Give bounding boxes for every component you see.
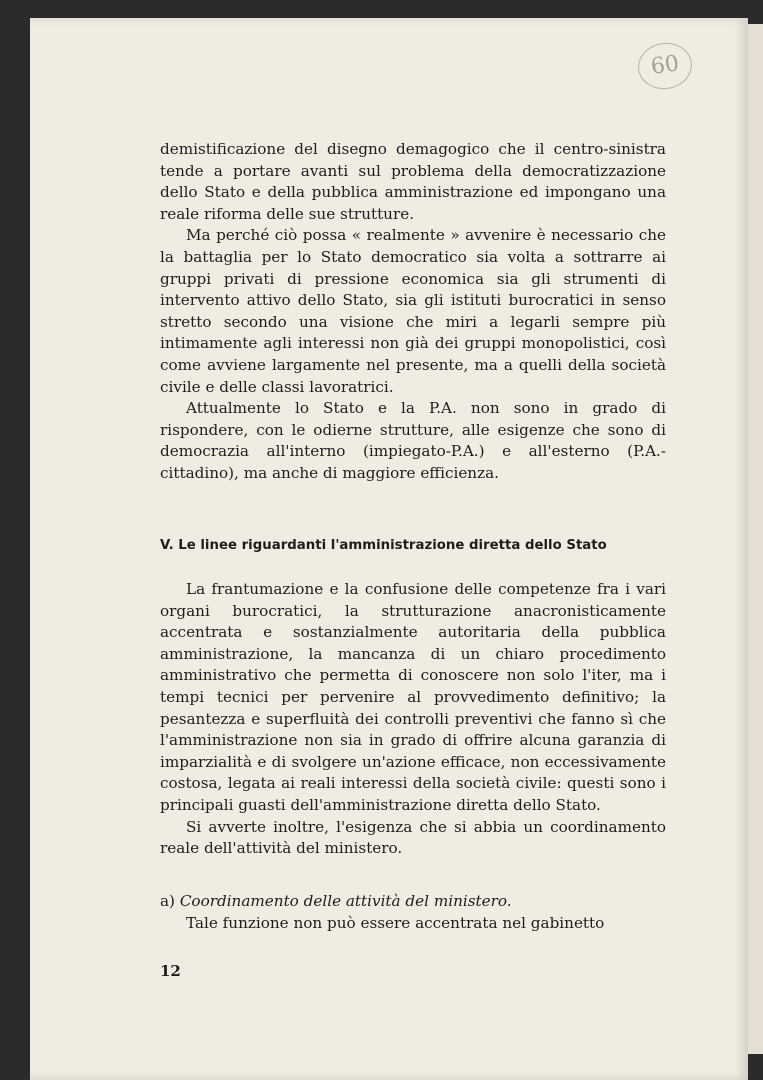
paragraph: demistificazione del disegno demagogico che il centro-sinistra tende a portare avanti sul problema della democratizzazione dello Stato e della pubblica amministrazione ed impongano una reale riforma delle sue strutture. <box>160 140 666 223</box>
subsection-label: a) <box>160 892 175 910</box>
paragraph: Ma perché ciò possa « realmente » avvenire è necessario che la battaglia per lo Stato democratico sia volta a sottrarre ai gruppi privati di pressione economica sia gli strumenti di intervento attivo dello Stato, sia gli istituti burocratici in senso stretto secondo una visione che miri a legarli sempre più intimamente agli interessi non già dei gruppi monopolistici, così come avviene largamente nel presente, ma a quelli della società civile e delle classi lavoratrici. <box>160 226 666 396</box>
page-edge <box>748 24 763 1054</box>
section-heading: V. Le linee riguardanti l'amministrazione diretta dello Stato <box>160 538 607 553</box>
page-number: 12 <box>160 962 181 980</box>
handwritten-page-stamp: 60 <box>635 39 695 92</box>
paragraph: Attualmente lo Stato e la P.A. non sono in grado di rispondere, con le odierne strutture, alle esigenze che sono di democrazia all'interno (impiegato-P.A.) e all'esterno (P.A.-cittadino), ma anche di maggiore efficienza. <box>160 399 666 482</box>
section-text <box>160 579 666 860</box>
subsection-title: Coordinamento delle attività del ministero. <box>179 892 512 910</box>
paragraph: La frantumazione e la confusione delle competenze fra i vari organi burocratici, la strutturazione anacronisticamente accentrata e sostanzialmente autoritaria della pubblica amministrazione, la mancanza di un chiaro procedimento amministrativo che permetta di conoscere non solo l'iter, ma i tempi tecnici per pervenire al provvedimento definitivo; la pesantezza e superfluità dei controlli preventivi che fanno sì che l'amministrazione non sia in grado di offrire alcuna garanzia di imparzialità e di svolgere un'azione efficace, non eccessivamente costosa, legata ai reali interessi della società civile: questi sono i principali guasti dell'amministrazione diretta dello Stato. <box>160 580 666 814</box>
intro-text <box>160 139 666 485</box>
closing-line: Tale funzione non può essere accentrata nel gabinetto <box>186 914 605 932</box>
paragraph: Si avverte inoltre, l'esigenza che si abbia un coordinamento reale dell'attività del ministero. <box>160 817 666 858</box>
subsection-heading <box>160 891 666 913</box>
